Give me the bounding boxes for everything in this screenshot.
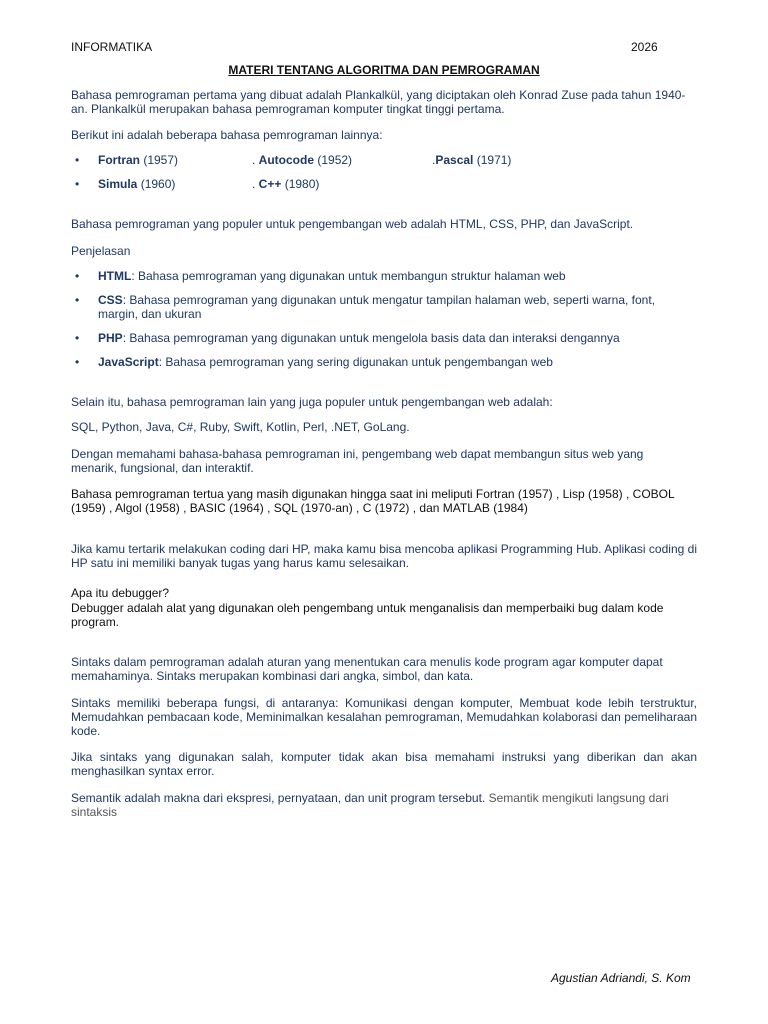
- bullet-icon: •: [75, 293, 80, 307]
- language-item: Simula (1960): [98, 177, 176, 191]
- header-year: 2026: [631, 40, 658, 54]
- language-item: Fortran (1957): [98, 153, 179, 167]
- syntax-functions: Sintaks memiliki beberapa fungsi, di antaranya: Komunikasi dengan komputer, Membuat kode lebih terstruktur, Memudahkan pembacaan kode, Meminimalkan kesalahan pemrograman, Memudahkan kolaborasi dan pemeliharaan kode.: [71, 696, 697, 738]
- bullet-icon: •: [75, 355, 80, 369]
- syntax-error: Jika sintaks yang digunakan salah, komputer tidak akan bisa memahami instruksi yang diberikan dan akan menghasilkan syntax error.: [71, 750, 697, 778]
- understanding-paragraph: Dengan memahami bahasa-bahasa pemrograman ini, pengembang web dapat membangun situs web yang menarik, fungsional, dan interaktif.: [71, 447, 644, 475]
- bullet-icon: •: [75, 153, 80, 167]
- author-name: Agustian Adriandi, S. Kom: [551, 971, 691, 985]
- web-item-javascript: JavaScript: Bahasa pemrograman yang sering digunakan untuk pengembangan web: [98, 355, 553, 369]
- other-web-intro: Selain itu, bahasa pemrograman lain yang juga populer untuk pengembangan web adalah:: [71, 395, 553, 409]
- header-subject: INFORMATIKA: [71, 40, 153, 54]
- bullet-icon: •: [75, 331, 80, 345]
- web-item-html: HTML: Bahasa pemrograman yang digunakan untuk membangun struktur halaman web: [98, 269, 566, 283]
- other-web-list: SQL, Python, Java, C#, Ruby, Swift, Kotlin, Perl, .NET, GoLang.: [71, 420, 410, 434]
- debugger-answer: Debugger adalah alat yang digunakan oleh pengembang untuk menganalisis dan memperbaiki bug dalam kode program.: [71, 601, 664, 629]
- language-item: . Autocode (1952): [252, 153, 353, 167]
- semantic-paragraph: Semantik adalah makna dari ekspresi, pernyataan, dan unit program tersebut. Semantik mengikuti langsung dari sintaksis: [71, 791, 669, 819]
- bullet-icon: •: [75, 269, 80, 283]
- web-item-css: CSS: Bahasa pemrograman yang digunakan untuk mengatur tampilan halaman web, seperti warna, font, margin, dan ukuran: [98, 293, 656, 321]
- bullet-icon: •: [75, 177, 80, 191]
- syntax-definition: Sintaks dalam pemrograman adalah aturan yang menentukan cara menulis kode program agar komputer dapat memahaminya. Sintaks merupakan kombinasi dari angka, simbol, dan kata.: [71, 655, 663, 683]
- hp-paragraph: Jika kamu tertarik melakukan coding dari HP, maka kamu bisa mencoba aplikasi Programming Hub. Aplikasi coding di HP satu ini memiliki banyak tugas yang harus kamu selesaikan.: [71, 542, 697, 570]
- debugger-question: Apa itu debugger?: [71, 586, 170, 600]
- language-item: .Pascal (1971): [432, 153, 512, 167]
- explain-label: Penjelasan: [71, 244, 131, 258]
- intro-paragraph: Bahasa pemrograman pertama yang dibuat adalah Plankalkül, yang diciptakan oleh Konrad Zuse pada tahun 1940-an. Plankalkül merupakan bahasa pemrograman komputer tingkat tinggi pertama.: [71, 88, 686, 116]
- language-item: . C++ (1980): [252, 177, 320, 191]
- oldest-languages-paragraph: Bahasa pemrograman tertua yang masih digunakan hingga saat ini meliputi Fortran (1957) , Lisp (1958) , COBOL (1959) , Algol (1958) , BASIC (1964) , SQL (1970-an) , C (1972) , dan MATLAB (1984): [71, 487, 675, 515]
- page-title: MATERI TENTANG ALGORITMA DAN PEMROGRAMAN: [228, 63, 540, 77]
- web-popular-paragraph: Bahasa pemrograman yang populer untuk pengembangan web adalah HTML, CSS, PHP, dan JavaScript.: [71, 217, 634, 231]
- web-item-php: PHP: Bahasa pemrograman yang digunakan untuk mengelola basis data dan interaksi dengannya: [98, 331, 620, 345]
- other-languages-intro: Berikut ini adalah beberapa bahasa pemrograman lainnya:: [71, 128, 383, 142]
